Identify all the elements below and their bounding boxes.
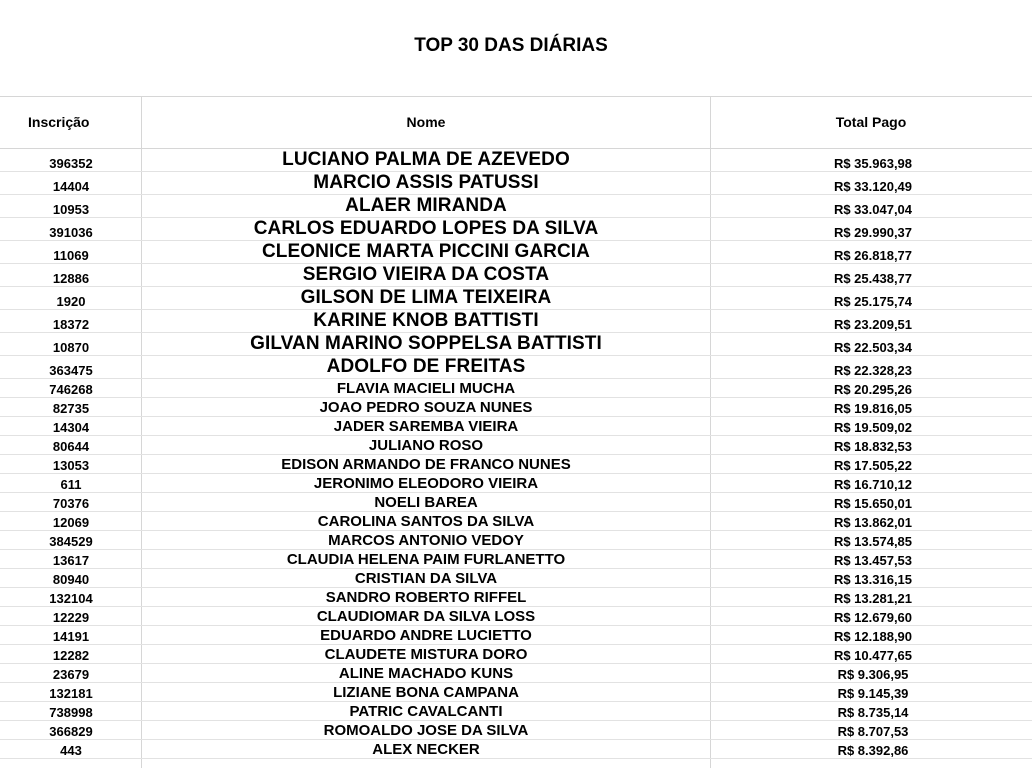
- cell-nome[interactable]: MARCOS ANTONIO VEDOY: [142, 531, 710, 550]
- cell-total-pago[interactable]: [710, 626, 1032, 645]
- cell-total-pago[interactable]: [710, 645, 1032, 664]
- cell-nome[interactable]: CRISTIAN DA SILVA: [142, 569, 710, 588]
- cell-total-pago[interactable]: [710, 455, 1032, 474]
- inscricao-value: 70376: [52, 496, 90, 511]
- table-row: [0, 172, 1032, 195]
- inscricao-value: 396352: [49, 156, 93, 171]
- total-pago-value: R$ 9.306,95: [837, 667, 909, 682]
- cell-total-pago[interactable]: [710, 195, 1032, 218]
- cell-inscricao[interactable]: [0, 264, 142, 287]
- cell-total-pago[interactable]: [710, 379, 1032, 398]
- inscricao-value: 80644: [52, 439, 90, 454]
- cell-nome[interactable]: ROMOALDO JOSE DA SILVA: [142, 721, 710, 740]
- cell-total-pago[interactable]: [710, 474, 1032, 493]
- cell-nome[interactable]: SANDRO ROBERTO RIFFEL: [142, 588, 710, 607]
- inscricao-value: 11069: [53, 248, 89, 263]
- table-row: [0, 287, 1032, 310]
- inscricao-value: 13053: [52, 458, 90, 473]
- cell-nome[interactable]: ALINE MACHADO KUNS: [142, 664, 710, 683]
- cell-inscricao[interactable]: [0, 474, 142, 493]
- cell-total-pago[interactable]: [710, 436, 1032, 455]
- cell-nome[interactable]: CLAUDIOMAR DA SILVA LOSS: [142, 607, 710, 626]
- total-pago-value: R$ 25.175,74: [833, 294, 913, 309]
- table-row: [0, 740, 1032, 759]
- cell-nome[interactable]: EDISON ARMANDO DE FRANCO NUNES: [142, 455, 710, 474]
- total-pago-value: R$ 25.438,77: [833, 271, 913, 286]
- table-row: [0, 569, 1032, 588]
- inscricao-value: 12282: [52, 648, 90, 663]
- cell-inscricao[interactable]: [0, 455, 142, 474]
- total-pago-value: R$ 13.862,01: [833, 515, 913, 530]
- total-pago-value: R$ 8.707,53: [837, 724, 909, 739]
- cell-total-pago[interactable]: [710, 531, 1032, 550]
- cell-nome[interactable]: JULIANO ROSO: [142, 436, 710, 455]
- cell-inscricao[interactable]: [0, 531, 142, 550]
- table-row: [0, 356, 1032, 379]
- inscricao-value: 18372: [52, 317, 90, 332]
- table-row: [0, 218, 1032, 241]
- table-body: [0, 149, 1032, 759]
- cell-nome[interactable]: CLEONICE MARTA PICCINI GARCIA: [142, 241, 710, 264]
- total-pago-value: R$ 35.963,98: [833, 156, 913, 171]
- header-row: [0, 96, 1032, 149]
- top-30-table: [0, 96, 1032, 759]
- cell-inscricao[interactable]: [0, 607, 142, 626]
- table-row: [0, 493, 1032, 512]
- cell-inscricao[interactable]: [0, 310, 142, 333]
- total-pago-value: R$ 12.679,60: [833, 610, 913, 625]
- cell-total-pago[interactable]: [710, 702, 1032, 721]
- total-pago-value: R$ 18.832,53: [833, 439, 913, 454]
- cell-total-pago[interactable]: [710, 172, 1032, 195]
- inscricao-value: 14304: [52, 420, 90, 435]
- cell-nome[interactable]: FLAVIA MACIELI MUCHA: [142, 379, 710, 398]
- cell-inscricao[interactable]: [0, 333, 142, 356]
- cell-total-pago[interactable]: [710, 607, 1032, 626]
- cell-total-pago[interactable]: [710, 310, 1032, 333]
- cell-inscricao[interactable]: [0, 721, 142, 740]
- table-row: [0, 531, 1032, 550]
- table-row: [0, 588, 1032, 607]
- cell-inscricao[interactable]: [0, 356, 142, 379]
- total-pago-value: R$ 9.145,39: [837, 686, 909, 701]
- cell-total-pago[interactable]: [710, 417, 1032, 436]
- inscricao-value: 132104: [49, 591, 93, 606]
- cell-total-pago[interactable]: [710, 550, 1032, 569]
- cell-inscricao[interactable]: [0, 569, 142, 588]
- total-pago-value: R$ 22.328,23: [833, 363, 913, 378]
- inscricao-value: 12069: [52, 515, 90, 530]
- cell-nome[interactable]: CARLOS EDUARDO LOPES DA SILVA: [142, 218, 710, 241]
- total-pago-value: R$ 20.295,26: [833, 382, 913, 397]
- table-row: [0, 264, 1032, 287]
- cell-total-pago[interactable]: [710, 218, 1032, 241]
- inscricao-value: 611: [60, 477, 82, 492]
- table-row: [0, 455, 1032, 474]
- cell-inscricao[interactable]: [0, 550, 142, 569]
- table-row: [0, 702, 1032, 721]
- table-row: [0, 512, 1032, 531]
- cell-nome[interactable]: CAROLINA SANTOS DA SILVA: [142, 512, 710, 531]
- cell-nome[interactable]: ALAER MIRANDA: [142, 195, 710, 218]
- total-pago-value: R$ 13.457,53: [833, 553, 913, 568]
- cell-inscricao[interactable]: [0, 740, 142, 759]
- inscricao-value: 132181: [49, 686, 93, 701]
- cell-inscricao[interactable]: [0, 436, 142, 455]
- table-row: [0, 436, 1032, 455]
- spreadsheet: [0, 96, 1032, 759]
- cell-inscricao[interactable]: [0, 512, 142, 531]
- cell-total-pago[interactable]: [710, 683, 1032, 702]
- inscricao-value: 12229: [52, 610, 90, 625]
- total-pago-value: R$ 17.505,22: [833, 458, 913, 473]
- cell-total-pago[interactable]: [710, 569, 1032, 588]
- cell-nome[interactable]: PATRIC CAVALCANTI: [142, 702, 710, 721]
- cell-inscricao[interactable]: [0, 287, 142, 310]
- table-row: [0, 333, 1032, 356]
- cell-inscricao[interactable]: [0, 588, 142, 607]
- inscricao-value: 23679: [52, 667, 90, 682]
- inscricao-value: 82735: [52, 401, 90, 416]
- inscricao-value: 384529: [49, 534, 93, 549]
- total-pago-value: R$ 19.509,02: [833, 420, 913, 435]
- table-row: [0, 149, 1032, 172]
- table-row: [0, 379, 1032, 398]
- cell-nome[interactable]: JERONIMO ELEODORO VIEIRA: [142, 474, 710, 493]
- cell-nome[interactable]: JOAO PEDRO SOUZA NUNES: [142, 398, 710, 417]
- table-row: [0, 626, 1032, 645]
- inscricao-value: 10953: [52, 202, 90, 217]
- column-header-total-pago[interactable]: Total Pago: [710, 96, 1032, 149]
- total-pago-value: R$ 29.990,37: [833, 225, 913, 240]
- column-header-inscricao[interactable]: Inscrição: [0, 96, 142, 149]
- cell-nome[interactable]: GILVAN MARINO SOPPELSA BATTISTI: [142, 333, 710, 356]
- total-pago-value: R$ 19.816,05: [833, 401, 913, 416]
- cell-nome[interactable]: CLAUDETE MISTURA DORO: [142, 645, 710, 664]
- inscricao-value: 363475: [49, 363, 93, 378]
- cell-total-pago[interactable]: [710, 287, 1032, 310]
- page-title: TOP 30 DAS DIÁRIAS: [414, 35, 608, 56]
- cell-inscricao[interactable]: [0, 626, 142, 645]
- cell-inscricao[interactable]: [0, 683, 142, 702]
- table-row: [0, 398, 1032, 417]
- inscricao-value: 1920: [56, 294, 86, 309]
- cell-nome[interactable]: SERGIO VIEIRA DA COSTA: [142, 264, 710, 287]
- table-row: [0, 241, 1032, 264]
- inscricao-value: 10870: [52, 340, 90, 355]
- cell-inscricao[interactable]: [0, 398, 142, 417]
- cell-inscricao[interactable]: [0, 218, 142, 241]
- cell-nome[interactable]: NOELI BAREA: [142, 493, 710, 512]
- inscricao-value: 14404: [52, 179, 90, 194]
- cell-total-pago[interactable]: [710, 356, 1032, 379]
- cell-inscricao[interactable]: [0, 664, 142, 683]
- total-pago-value: R$ 13.574,85: [833, 534, 913, 549]
- cell-inscricao[interactable]: [0, 241, 142, 264]
- total-pago-value: R$ 33.047,04: [833, 202, 913, 217]
- total-pago-value: R$ 10.477,65: [833, 648, 913, 663]
- table-row: [0, 474, 1032, 493]
- total-pago-value: R$ 12.188,90: [833, 629, 913, 644]
- cell-inscricao[interactable]: [0, 195, 142, 218]
- cell-nome[interactable]: LUCIANO PALMA DE AZEVEDO: [142, 149, 710, 172]
- total-pago-value: R$ 8.735,14: [837, 705, 909, 720]
- table-row: [0, 550, 1032, 569]
- cell-inscricao[interactable]: [0, 172, 142, 195]
- cell-inscricao[interactable]: [0, 149, 142, 172]
- total-pago-value: R$ 8.392,86: [837, 743, 909, 758]
- cell-nome[interactable]: MARCIO ASSIS PATUSSI: [142, 172, 710, 195]
- inscricao-value: 738998: [49, 705, 93, 720]
- cell-nome[interactable]: ADOLFO DE FREITAS: [142, 356, 710, 379]
- cell-total-pago[interactable]: [710, 493, 1032, 512]
- table-row: [0, 664, 1032, 683]
- cell-nome[interactable]: CLAUDIA HELENA PAIM FURLANETTO: [142, 550, 710, 569]
- total-pago-value: R$ 26.818,77: [833, 248, 913, 263]
- table-row: [0, 721, 1032, 740]
- total-pago-value: R$ 13.281,21: [833, 591, 913, 606]
- cell-inscricao[interactable]: [0, 645, 142, 664]
- cell-total-pago[interactable]: [710, 149, 1032, 172]
- cell-nome[interactable]: KARINE KNOB BATTISTI: [142, 310, 710, 333]
- inscricao-value: 443: [60, 743, 82, 758]
- inscricao-value: 14191: [52, 629, 90, 644]
- inscricao-value: 746268: [49, 382, 93, 397]
- table-row: [0, 310, 1032, 333]
- total-pago-value: R$ 16.710,12: [833, 477, 913, 492]
- total-pago-value: R$ 33.120,49: [833, 179, 913, 194]
- table-row: [0, 607, 1032, 626]
- cell-total-pago[interactable]: [710, 740, 1032, 759]
- inscricao-value: 12886: [52, 271, 90, 286]
- total-pago-value: R$ 22.503,34: [833, 340, 913, 355]
- table-row: [0, 683, 1032, 702]
- cell-inscricao[interactable]: [0, 493, 142, 512]
- cell-inscricao[interactable]: [0, 702, 142, 721]
- inscricao-value: 80940: [52, 572, 90, 587]
- cell-total-pago[interactable]: [710, 333, 1032, 356]
- cell-total-pago[interactable]: [710, 264, 1032, 287]
- cell-total-pago[interactable]: [710, 588, 1032, 607]
- inscricao-value: 366829: [49, 724, 93, 739]
- cell-nome[interactable]: LIZIANE BONA CAMPANA: [142, 683, 710, 702]
- cell-total-pago[interactable]: [710, 241, 1032, 264]
- cell-nome[interactable]: EDUARDO ANDRE LUCIETTO: [142, 626, 710, 645]
- cell-total-pago[interactable]: [710, 664, 1032, 683]
- cell-inscricao[interactable]: [0, 417, 142, 436]
- total-pago-value: R$ 23.209,51: [833, 317, 913, 332]
- total-pago-value: R$ 13.316,15: [833, 572, 913, 587]
- column-header-nome[interactable]: Nome: [142, 96, 710, 149]
- cell-nome[interactable]: JADER SAREMBA VIEIRA: [142, 417, 710, 436]
- table-row: [0, 195, 1032, 218]
- table-row: [0, 645, 1032, 664]
- cell-inscricao[interactable]: [0, 379, 142, 398]
- cell-total-pago[interactable]: [710, 398, 1032, 417]
- cell-nome[interactable]: ALEX NECKER: [142, 740, 710, 759]
- cell-nome[interactable]: GILSON DE LIMA TEIXEIRA: [142, 287, 710, 310]
- table-row: [0, 417, 1032, 436]
- cell-total-pago[interactable]: [710, 721, 1032, 740]
- inscricao-value: 391036: [49, 225, 93, 240]
- total-pago-value: R$ 15.650,01: [833, 496, 913, 511]
- cell-total-pago[interactable]: [710, 512, 1032, 531]
- inscricao-value: 13617: [52, 553, 90, 568]
